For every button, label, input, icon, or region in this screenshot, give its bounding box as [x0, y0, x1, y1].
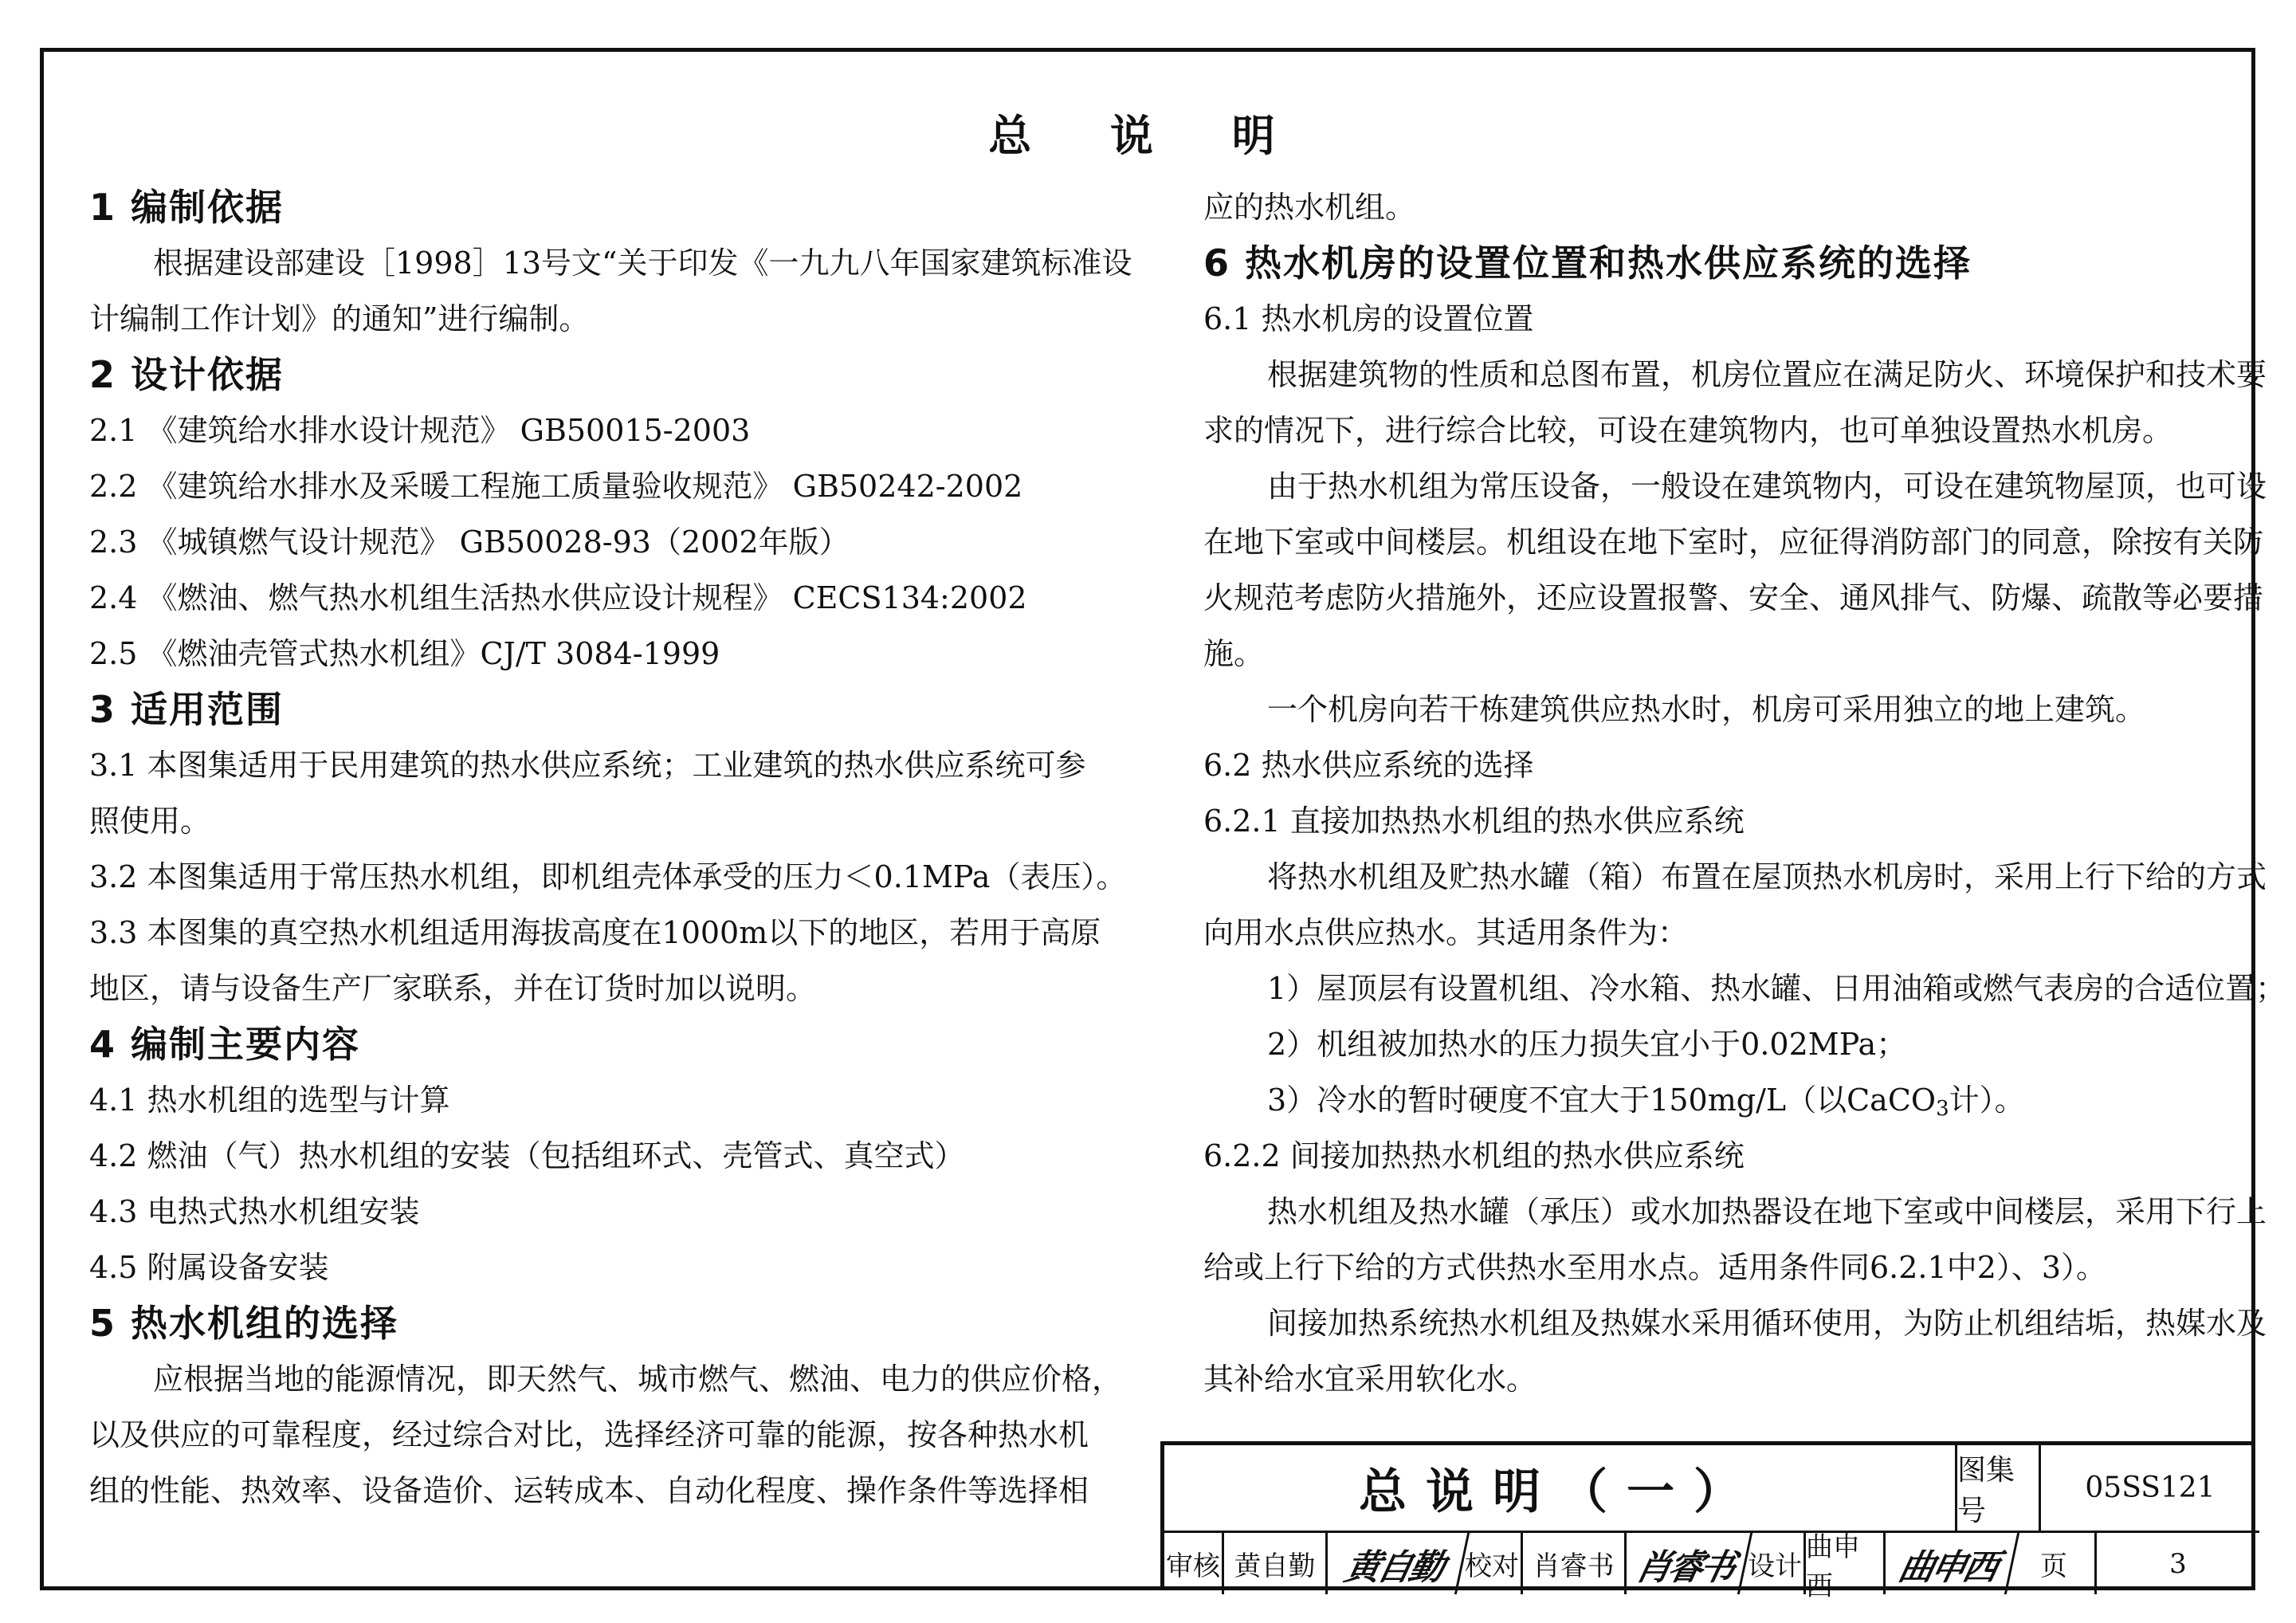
text-line: 4.5 附属设备安装 — [89, 1250, 329, 1285]
section-heading: 1 编制依据 — [89, 186, 285, 229]
text-line: 2.4 《燃油、燃气热水机组生活热水供应设计规程》 CECS134:2002 — [89, 580, 1027, 615]
section-heading: 2 设计依据 — [89, 353, 285, 396]
text-line: 一个机房向若干栋建筑供应热水时，机房可采用独立的地上建筑。 — [1267, 692, 2146, 727]
text-line: 求的情况下，进行综合比较，可设在建筑物内，也可单独设置热水机房。 — [1203, 413, 2173, 448]
checker-signature: 肖睿书 — [1620, 1533, 1752, 1594]
text-line: 4.3 电热式热水机组安装 — [89, 1194, 420, 1229]
text-line: 其补给水宜采用软化水。 — [1203, 1362, 1537, 1397]
text-line: 根据建筑物的性质和总图布置，机房位置应在满足防火、环境保护和技术要 — [1267, 357, 2267, 392]
text-line — [1203, 1072, 2239, 1128]
designer-signature: 曲申西 — [1879, 1533, 2019, 1594]
section-heading: 5 热水机组的选择 — [89, 1302, 399, 1345]
text-line: 6.2.1 直接加热热水机组的热水供应系统 — [1203, 804, 1745, 839]
atlas-number: 05SS121 — [2041, 1445, 2259, 1533]
text-line: 给或上行下给的方式供热水至用水点。适用条件同6.2.1中2）、3）。 — [1203, 1250, 2107, 1285]
text-line: 地区，请与设备生产厂家联系，并在订货时加以说明。 — [89, 971, 817, 1006]
text-line: 以及供应的可靠程度，经过综合对比，选择经济可靠的能源，按各种热水机 — [89, 1417, 1089, 1452]
text-line: 2）机组被加热水的压力损失宜小于0.02MPa； — [1267, 1027, 1907, 1062]
text-line: 2.3 《城镇燃气设计规范》 GB50028-93（2002年版） — [89, 525, 850, 560]
page-label: 页 — [2013, 1533, 2097, 1594]
left-column — [89, 179, 1132, 1519]
text-line: 4.1 热水机组的选型与计算 — [89, 1083, 450, 1118]
section-heading: 4 编制主要内容 — [89, 1023, 361, 1066]
reviewer-signature: 黄自勤 — [1321, 1533, 1470, 1594]
text-line: 3.2 本图集适用于常压热水机组，即机组壳体承受的压力＜0.1MPa（表压）。 — [89, 859, 1127, 894]
text-line: 由于热水机组为常压设备，一般设在建筑物内，可设在建筑物屋顶，也可设 — [1267, 469, 2267, 504]
designer-name: 曲申西 — [1806, 1533, 1886, 1594]
check-label: 校对 — [1463, 1533, 1523, 1594]
text-line: 热水机组及热水罐（承压）或水加热器设在地下室或中间楼层，采用下行上 — [1267, 1194, 2267, 1229]
text-line: 1）屋顶层有设置机组、冷水箱、热水罐、日用油箱或燃气表房的合适位置； — [1267, 971, 2286, 1006]
document-title: 总 说 明 — [988, 111, 1307, 161]
text-segment: 计）。 — [1949, 1083, 2025, 1118]
text-line: 6.2.2 间接加热热水机组的热水供应系统 — [1203, 1138, 1745, 1173]
page-number: 3 — [2169, 1547, 2187, 1580]
text-line: 4.2 燃油（气）热水机组的安装（包括组环式、壳管式、真空式） — [89, 1138, 965, 1173]
text-line: 在地下室或中间楼层。机组设在地下室时，应征得消防部门的同意，除按有关防 — [1203, 525, 2264, 560]
text-segment: 3）冷水的暂时硬度不宜大于150mg/L（以CaCO — [1267, 1083, 1937, 1118]
right-column — [1203, 179, 2286, 1407]
text-line: 将热水机组及贮热水罐（箱）布置在屋顶热水机房时，采用上行下给的方式 — [1267, 859, 2267, 894]
text-line: 应根据当地的能源情况，即天然气、城市燃气、燃油、电力的供应价格， — [153, 1362, 1123, 1397]
text-line: 施。 — [1203, 636, 1265, 671]
text-line: 火规范考虑防火措施外，还应设置报警、安全、通风排气、防爆、疏散等必要措 — [1203, 580, 2264, 615]
text-line: 2.2 《建筑给水排水及采暖工程施工质量验收规范》 GB50242-2002 — [89, 469, 1023, 504]
design-label: 设计 — [1746, 1533, 1806, 1594]
text-line: 6.1 热水机房的设置位置 — [1203, 301, 1534, 336]
title-block — [1160, 1441, 2255, 1602]
text-line: 间接加热系统热水机组及热媒水采用循环使用，为防止机组结垢，热媒水及 — [1267, 1306, 2267, 1341]
text-line: 根据建设部建设［1998］13号文“关于印发《一九九八年国家建筑标准设 — [153, 246, 1132, 281]
text-line: 照使用。 — [89, 804, 211, 839]
atlas-number-label: 图集号 — [1957, 1445, 2041, 1533]
text-line: 计编制工作计划》的通知”进行编制。 — [89, 301, 590, 336]
section-heading: 6 热水机房的设置位置和热水供应系统的选择 — [1203, 242, 1972, 285]
subscript: 3 — [1936, 1097, 1949, 1121]
text-line: 3.3 本图集的真空热水机组适用海拔高度在1000m以下的地区，若用于高原 — [89, 915, 1101, 950]
text-line: 2.1 《建筑给水排水设计规范》 GB50015-2003 — [89, 413, 751, 448]
review-label: 审核 — [1164, 1533, 1224, 1594]
text-line: 6.2 热水供应系统的选择 — [1203, 748, 1534, 783]
checker-name: 肖睿书 — [1523, 1533, 1627, 1594]
reviewer-name: 黄自勤 — [1224, 1533, 1328, 1594]
title-block-title: 总说明（一） — [1164, 1445, 1957, 1533]
section-heading: 3 适用范围 — [89, 688, 285, 731]
text-line: 3.1 本图集适用于民用建筑的热水供应系统；工业建筑的热水供应系统可参 — [89, 748, 1086, 783]
text-line: 组的性能、热效率、设备造价、运转成本、自动化程度、操作条件等选择相 — [89, 1473, 1089, 1508]
text-line: 2.5 《燃油壳管式热水机组》CJ/T 3084-1999 — [89, 636, 720, 671]
text-line: 应的热水机组。 — [1203, 190, 1416, 225]
text-line: 向用水点供应热水。其适用条件为： — [1203, 915, 1689, 950]
